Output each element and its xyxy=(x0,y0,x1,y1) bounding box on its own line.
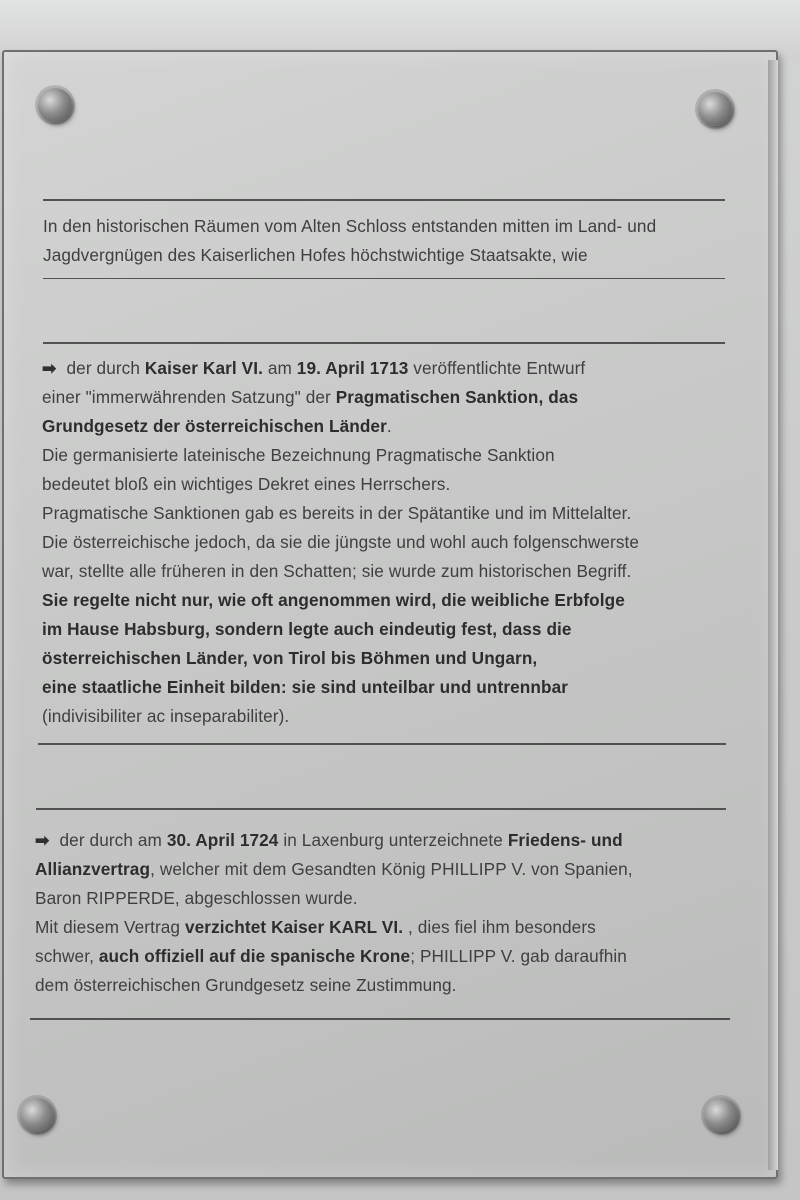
divider-intro-top xyxy=(43,199,725,201)
section-peace-treaty xyxy=(35,826,633,1000)
divider-section2-bottom xyxy=(30,1018,730,1020)
text-run-bold: Kaiser Karl VI. xyxy=(144,358,263,378)
text-run: . xyxy=(386,416,392,436)
text-line: Pragmatische Sanktionen gab es bereits in der Spätantike und im Mittelalter. xyxy=(42,503,632,523)
text-line xyxy=(35,826,633,855)
top-left-bolt-icon xyxy=(38,88,72,122)
intro-paragraph xyxy=(43,212,656,270)
text-run: schwer, xyxy=(35,946,99,966)
divider-section2-top xyxy=(36,808,726,810)
bottom-right-bolt-icon xyxy=(704,1098,738,1132)
section-pragmatic-sanction xyxy=(42,354,639,731)
right-arrow-icon: ➡ xyxy=(42,358,57,378)
text-run: , welcher mit dem Gesandten König PHILLIPP V. von Spanien, xyxy=(150,859,633,879)
text-run: in Laxenburg unterzeichnete xyxy=(278,830,508,850)
text-run: der durch am xyxy=(59,830,167,850)
text-run-bold: Allianzvertrag xyxy=(35,859,151,879)
text-run-bold: auch offiziell auf die spanische Krone xyxy=(98,946,411,966)
intro-line: Jagdvergnügen des Kaiserlichen Hofes höchstwichtige Staatsakte, wie xyxy=(43,245,588,265)
text-line: (indivisibiliter ac inseparabiliter). xyxy=(42,706,290,726)
text-run: Mit diesem Vertrag xyxy=(35,917,185,937)
text-run: der durch xyxy=(66,358,145,378)
text-run: veröffentlichte Entwurf xyxy=(408,358,586,378)
text-line: Baron RIPPERDE, abgeschlossen wurde. xyxy=(35,888,358,908)
text-line xyxy=(42,383,639,412)
text-run-bold: 30. April 1724 xyxy=(166,830,279,850)
text-run: einer "immerwährenden Satzung" der xyxy=(42,387,336,407)
text-line: Die germanisierte lateinische Bezeichnung Pragmatische Sanktion xyxy=(42,445,555,465)
divider-section1-bottom xyxy=(38,743,726,745)
text-line xyxy=(35,855,633,884)
text-run-bold: Friedens- und xyxy=(507,830,623,850)
text-run: , dies fiel ihm besonders xyxy=(403,917,596,937)
divider-section1-top xyxy=(43,342,725,344)
text-line xyxy=(35,913,633,942)
text-run: ; PHILLIPP V. gab daraufhin xyxy=(410,946,627,966)
text-run-bold: Grundgesetz der österreichischen Länder xyxy=(42,416,387,436)
text-line: dem österreichischen Grundgesetz seine Zustimmung. xyxy=(35,975,457,995)
divider-intro-bottom xyxy=(43,278,725,279)
text-line: war, stellte alle früheren in den Schatten; sie wurde zum historischen Begriff. xyxy=(42,561,632,581)
bottom-left-bolt-icon xyxy=(20,1098,54,1132)
text-line-bold: im Hause Habsburg, sondern legte auch eindeutig fest, dass die xyxy=(42,619,572,639)
text-run-bold: Pragmatischen Sanktion, das xyxy=(335,387,579,407)
text-line xyxy=(42,354,639,383)
text-line-bold: österreichischen Länder, von Tirol bis Böhmen und Ungarn, xyxy=(42,648,538,668)
text-line xyxy=(42,412,639,441)
plaque-edge xyxy=(768,60,778,1170)
text-run-bold: 19. April 1713 xyxy=(296,358,409,378)
right-arrow-icon: ➡ xyxy=(35,830,50,850)
top-right-bolt-icon xyxy=(698,92,732,126)
text-line-bold: Sie regelte nicht nur, wie oft angenommen wird, die weibliche Erbfolge xyxy=(42,590,625,610)
text-line xyxy=(35,942,633,971)
intro-line: In den historischen Räumen vom Alten Schloss entstanden mitten im Land- und xyxy=(43,216,657,236)
text-line: bedeutet bloß ein wichtiges Dekret eines Herrschers. xyxy=(42,474,451,494)
text-line-bold: eine staatliche Einheit bilden: sie sind unteilbar und untrennbar xyxy=(42,677,569,697)
text-line: Die österreichische jedoch, da sie die jüngste und wohl auch folgenschwerste xyxy=(42,532,640,552)
text-run-bold: verzichtet Kaiser KARL VI. xyxy=(184,917,404,937)
text-run: am xyxy=(262,358,297,378)
